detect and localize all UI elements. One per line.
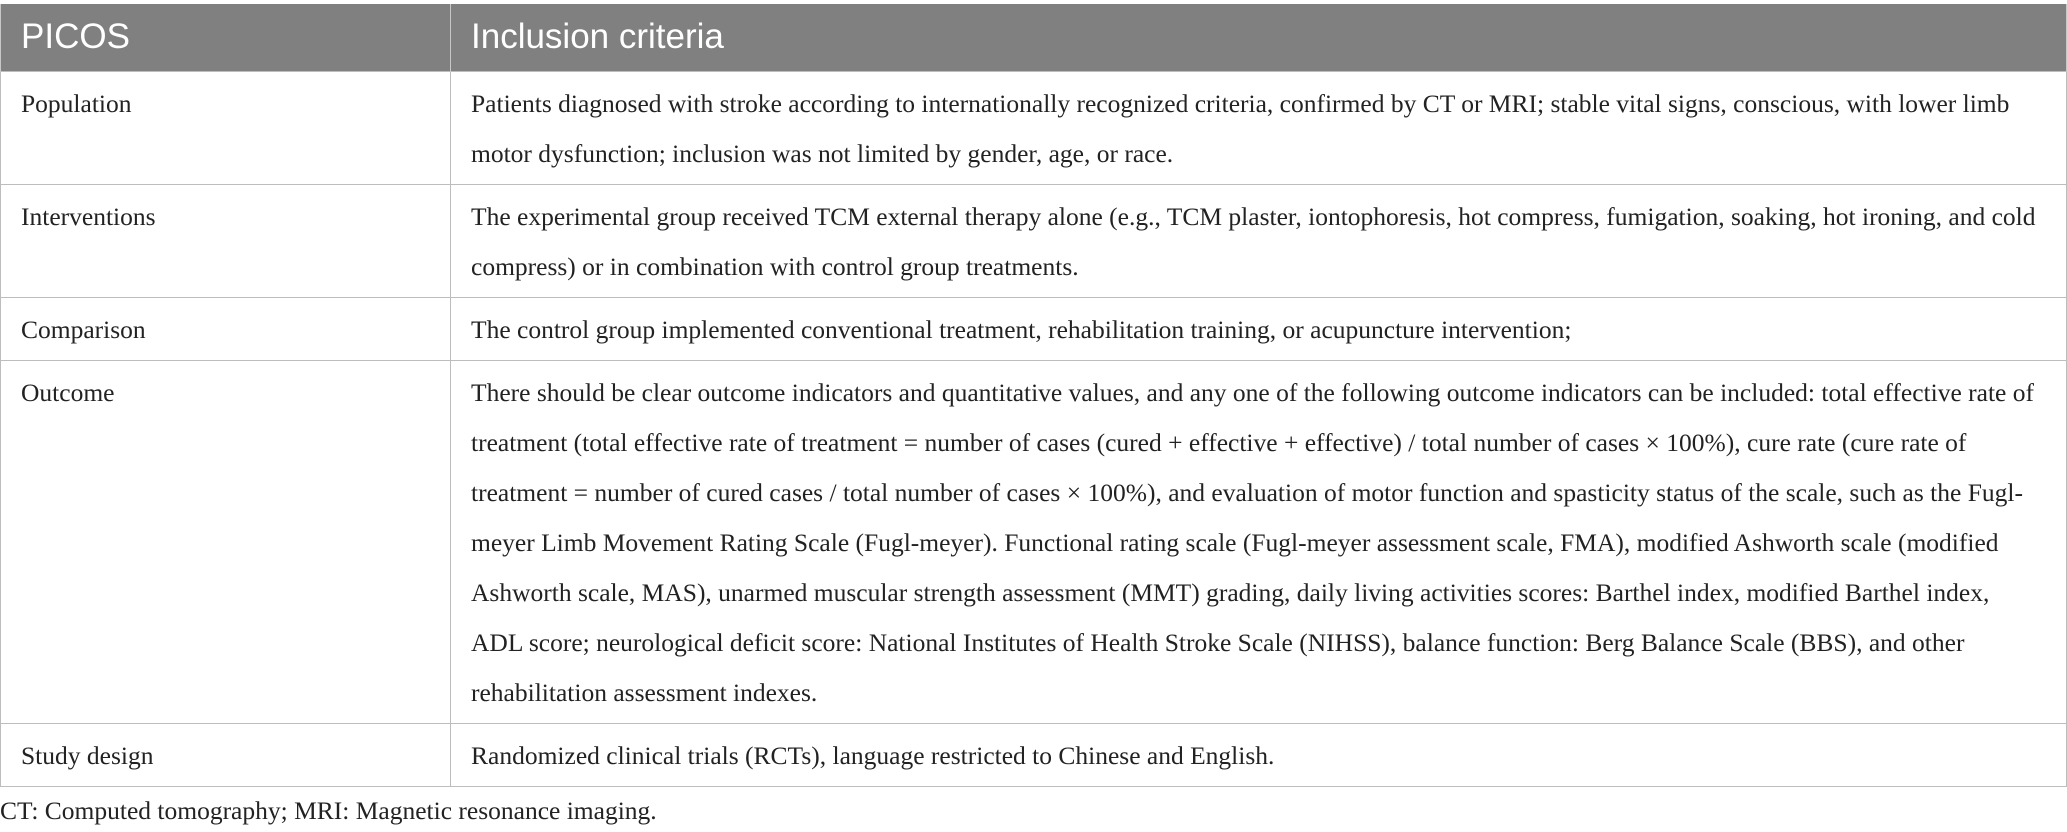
row-criteria: The control group implemented conventional treatment, rehabilitation training, or acupuncture intervention; xyxy=(451,297,2067,360)
header-inclusion-criteria: Inclusion criteria xyxy=(451,4,2067,71)
row-label: Population xyxy=(1,71,451,184)
picos-table-container xyxy=(0,4,2067,829)
table-row-population xyxy=(1,71,2067,184)
row-criteria: The experimental group received TCM external therapy alone (e.g., TCM plaster, iontophoresis, hot compress, fumigation, soaking, hot ironing, and cold compress) or in combination with control group treatments. xyxy=(451,184,2067,297)
table-header-row xyxy=(1,4,2067,71)
header-picos: PICOS xyxy=(1,4,451,71)
table-row-interventions xyxy=(1,184,2067,297)
table-footnote: CT: Computed tomography; MRI: Magnetic resonance imaging. xyxy=(0,795,657,825)
picos-table xyxy=(0,4,2067,787)
row-label: Interventions xyxy=(1,184,451,297)
table-row-comparison xyxy=(1,297,2067,360)
row-criteria: There should be clear outcome indicators and quantitative values, and any one of the following outcome indicators can be included: total effective rate of treatment (total effective rate of treatment = number of cases (cured + effective + effective) / total number of cases × 100%), cure rate (cure rate of treatment = number of cured cases / total number of cases × 100%), and evaluation of motor function and spasticity status of the scale, such as the Fugl-meyer Limb Movement Rating Scale (Fugl-meyer). Functional rating scale (Fugl-meyer assessment scale, FMA), modified Ashworth scale (modified Ashworth scale, MAS), unarmed muscular strength assessment (MMT) grading, daily living activities scores: Barthel index, modified Barthel index, ADL score; neurological deficit score: National Institutes of Health Stroke Scale (NIHSS), balance function: Berg Balance Scale (BBS), and other rehabilitation assessment indexes. xyxy=(451,360,2067,723)
row-label: Study design xyxy=(1,723,451,786)
row-label: Comparison xyxy=(1,297,451,360)
table-row-study-design xyxy=(1,723,2067,786)
row-criteria: Patients diagnosed with stroke according to internationally recognized criteria, confirmed by CT or MRI; stable vital signs, conscious, with lower limb motor dysfunction; inclusion was not limited by gender, age, or race. xyxy=(451,71,2067,184)
row-criteria: Randomized clinical trials (RCTs), language restricted to Chinese and English. xyxy=(451,723,2067,786)
row-label: Outcome xyxy=(1,360,451,723)
table-row-outcome xyxy=(1,360,2067,723)
